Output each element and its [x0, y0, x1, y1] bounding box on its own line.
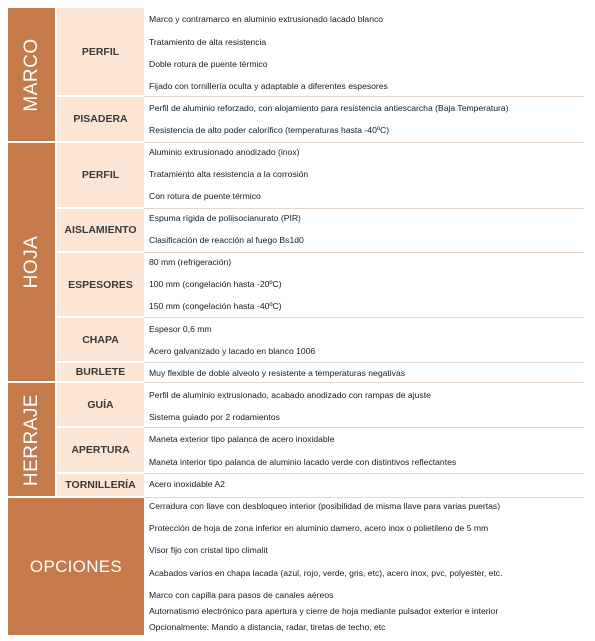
spec-item: Maneta exterior tipo palanca de acero inoxidable — [149, 434, 335, 444]
spec-item: Tratamiento de alta resistencia — [149, 37, 267, 47]
spec-item: Doble rotura de puente térmico — [149, 59, 268, 69]
sub-guia-label: GUÍA — [87, 398, 114, 411]
spec-item: Perfil de aluminio reforzado, con alojamiento para resistencia antiescarcha (Baja Temperatura) — [149, 103, 509, 113]
sub-chapa-label: CHAPA — [82, 333, 119, 346]
sub-burlete-label: BURLETE — [75, 366, 126, 378]
sub-tornilleria-label: TORNILLERÍA — [65, 479, 136, 491]
section-herraje-label: HERRAJE — [20, 393, 42, 486]
spec-item: Muy flexible de doble alveolo y resistente a temperaturas negativas — [149, 368, 406, 378]
section-hoja-label: HOJA — [20, 235, 42, 289]
divider — [144, 142, 584, 143]
section-herraje — [8, 383, 55, 498]
divider — [144, 427, 584, 428]
sub-pisadera — [55, 97, 144, 143]
spec-item: Aluminio extrusionado anodizado (inox) — [149, 147, 300, 157]
spec-item: Acero galvanizado y lacado en blanco 1006 — [149, 346, 316, 356]
section-marco-label: MARCO — [20, 37, 42, 112]
spec-item: Espesor 0,6 mm — [149, 324, 212, 334]
spec-item: Marco y contramarco en aluminio extrusionado lacado blanco — [149, 14, 384, 24]
spec-item: Tratamiento alta resistencia a la corrosión — [149, 169, 309, 179]
divider — [144, 317, 584, 318]
sub-aislamiento-label: AISLAMIENTO — [64, 224, 137, 236]
sub-pisadera-label: PISADERA — [73, 113, 128, 125]
section-marco — [8, 8, 55, 143]
sub-espesores — [55, 253, 144, 318]
spec-item: Marco con capilla para pasos de canales aéreos — [149, 590, 334, 600]
spec-item: 100 mm (congelación hasta -20ºC) — [149, 279, 282, 289]
sub-tornilleria — [55, 474, 144, 498]
spec-item: Sistema guiado por 2 rodamientos — [149, 412, 280, 422]
sub-hoja-perfil-label: PERFIL — [81, 169, 120, 181]
sub-burlete — [55, 363, 144, 383]
spec-item: Visor fijo con cristal tipo climalit — [149, 545, 268, 555]
divider — [144, 497, 584, 498]
spec-item: 80 mm (refrigeración) — [149, 257, 232, 267]
spec-item: Cerradura con llave con desbloqueo interior (posibilidad de misma llave para varias puertas) — [149, 501, 501, 511]
spec-item: Clasificación de reacción al fuego Bs1d0 — [149, 235, 304, 245]
divider — [144, 96, 584, 97]
sub-marco-perfil-label: PERFIL — [81, 45, 120, 58]
spec-item: Protección de hoja de zona inferior en aluminio damero, acero inox o polietileno de 5 mm — [149, 523, 489, 533]
divider — [144, 382, 584, 383]
spec-item: Resistencia de alto poder calorífico (temperaturas hasta -40ºC) — [149, 125, 390, 135]
spec-item: Espuma rígida de poliisocianurato (PIR) — [149, 213, 301, 223]
sub-apertura-label: APERTURA — [71, 444, 130, 456]
sub-aislamiento — [55, 209, 144, 253]
spec-item: Automatismo electrónico para apertura y cierre de hoja mediante pulsador exterior e interior — [149, 606, 499, 616]
section-opciones — [8, 498, 144, 635]
divider — [144, 473, 584, 474]
sub-chapa — [55, 318, 144, 363]
divider — [144, 252, 584, 253]
spec-item: Con rotura de puente térmico — [149, 191, 261, 201]
spec-item: 150 mm (congelación hasta -40ºC) — [149, 301, 282, 311]
spec-item: Fijado con tornillería oculta y adaptable a diferentes espesores — [149, 81, 388, 91]
sub-guia — [55, 383, 144, 428]
divider — [144, 208, 584, 209]
spec-item: Opcionalmente: Mando a distancia, radar, tiretas de techo, etc — [149, 622, 386, 632]
sub-apertura — [55, 428, 144, 474]
sub-espesores-label: ESPESORES — [68, 278, 133, 291]
section-opciones-label: OPCIONES — [29, 556, 123, 576]
sub-hoja-perfil — [55, 143, 144, 209]
spec-item: Acero inoxidable A2 — [149, 479, 225, 489]
spec-item: Maneta interior tipo palanca de aluminio lacado verde con distintivos reflectantes — [149, 457, 457, 467]
divider — [144, 362, 584, 363]
section-hoja — [8, 143, 55, 383]
spec-item: Acabados varios en chapa lacada (azul, rojo, verde, gris, etc), acero inox, pvc, polyester, etc. — [149, 568, 503, 578]
spec-item: Perfil de aluminio extrusionado, acabado anodizado con rampas de ajuste — [149, 390, 431, 400]
sub-marco-perfil — [55, 8, 144, 97]
